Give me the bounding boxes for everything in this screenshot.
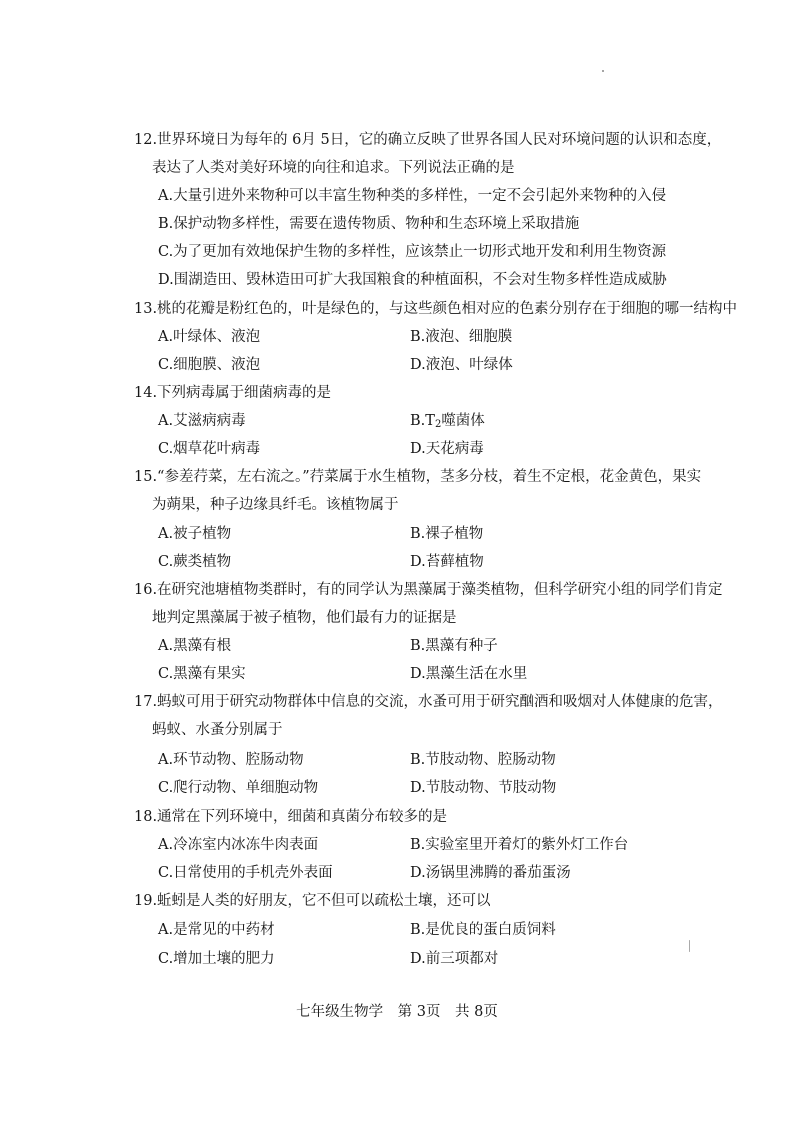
q18-option-c: C.日常使用的手机壳外表面 [158,865,333,881]
q16-option-b: B.黑藻有种子 [410,638,498,654]
q13-option-a: A.叶绿体、液泡 [158,329,261,345]
q19-option-a: A.是常见的中药材 [158,922,275,938]
q18-option-a: A.冷冻室内冰冻牛肉表面 [158,837,319,853]
q15-option-b: B.裸子植物 [410,526,484,542]
q15-option-c: C.蕨类植物 [158,554,232,570]
q16-option-d: D.黑藻生活在水里 [410,666,528,682]
q16-stem-line2: 地判定黑藻属于被子植物，他们最有力的证据是 [152,610,457,626]
q19-stem: 19.蚯蚓是人类的好朋友，它不但可以疏松土壤，还可以 [134,893,491,909]
q12-option-c: C.为了更加有效地保护生物的多样性，应该禁止一切形式地开发和利用生物资源 [158,244,667,260]
q14-option-b-subscript: 2 [434,419,442,430]
q14-option-b-suffix: 噬菌体 [441,413,485,429]
q19-option-d: D.前三项都对 [410,951,499,967]
q14-stem: 14.下列病毒属于细菌病毒的是 [134,385,332,401]
q14-option-b-prefix: B.T [410,413,435,429]
q18-option-d: D.汤锅里沸腾的番茄蛋汤 [410,865,571,881]
q16-option-a: A.黑藻有根 [158,638,232,654]
q17-option-c: C.爬行动物、单细胞动物 [158,780,319,796]
q12-stem-line2: 表达了人类对美好环境的向往和追求。下列说法正确的是 [152,160,515,176]
q17-stem-line2: 蚂蚁、水蚤分别属于 [152,722,283,738]
q13-stem: 13.桃的花瓣是粉红色的，叶是绿色的，与这些颜色相对应的色素分别存在于细胞的哪一结构中 [134,301,738,317]
q19-option-b: B.是优良的蛋白质饲料 [410,922,556,938]
scan-speck [689,940,690,952]
page-footer: 七年级生物学 第 3页 共 8页 [296,1004,498,1020]
q15-stem-line1: 15.“参差荇菜，左右流之。”荇菜属于水生植物，茎多分枝，着生不定根，花金黄色，果实 [134,469,702,485]
q12-option-a: A.大量引进外来物种可以丰富生物种类的多样性，一定不会引起外来物种的入侵 [158,188,667,204]
q12-option-d: D.围湖造田、毁林造田可扩大我国粮食的种植面积，不会对生物多样性造成威胁 [158,272,667,288]
q17-stem-line1: 17.蚂蚁可用于研究动物群体中信息的交流，水蚤可用于研究酗酒和吸烟对人体健康的危害， [134,694,723,710]
q14-option-a: A.艾滋病病毒 [158,413,246,429]
q14-option-c: C.烟草花叶病毒 [158,441,261,457]
q16-stem-line1: 16.在研究池塘植物类群时，有的同学认为黑藻属于藻类植物，但科学研究小组的同学们肯定 [134,582,723,598]
q13-option-d: D.液泡、叶绿体 [410,357,513,373]
q19-option-c: C.增加土壤的肥力 [158,951,275,967]
q17-option-b: B.节肢动物、腔肠动物 [410,752,556,768]
q12-stem-line1: 12.世界环境日为每年的 6月 5日，它的确立反映了世界各国人民对环境问题的认识和态度， [134,132,722,148]
q12-option-b: B.保护动物多样性，需要在遗传物质、物种和生态环境上采取措施 [158,216,580,232]
q15-option-a: A.被子植物 [158,526,232,542]
q13-option-b: B.液泡、细胞膜 [410,329,513,345]
q13-option-c: C.细胞膜、液泡 [158,357,261,373]
q14-option-d: D.天花病毒 [410,441,484,457]
q14-option-b [410,412,485,434]
scan-speck [602,70,604,72]
q16-option-c: C.黑藻有果实 [158,666,246,682]
q17-option-d: D.节肢动物、节肢动物 [410,780,557,796]
q18-option-b: B.实验室里开着灯的紫外灯工作台 [410,837,629,853]
q18-stem: 18.通常在下列环境中，细菌和真菌分布较多的是 [134,809,448,825]
q17-option-a: A.环节动物、腔肠动物 [158,752,304,768]
q15-stem-line2: 为蒴果，种子边缘具纤毛。该植物属于 [152,497,399,513]
q15-option-d: D.苔藓植物 [410,554,484,570]
